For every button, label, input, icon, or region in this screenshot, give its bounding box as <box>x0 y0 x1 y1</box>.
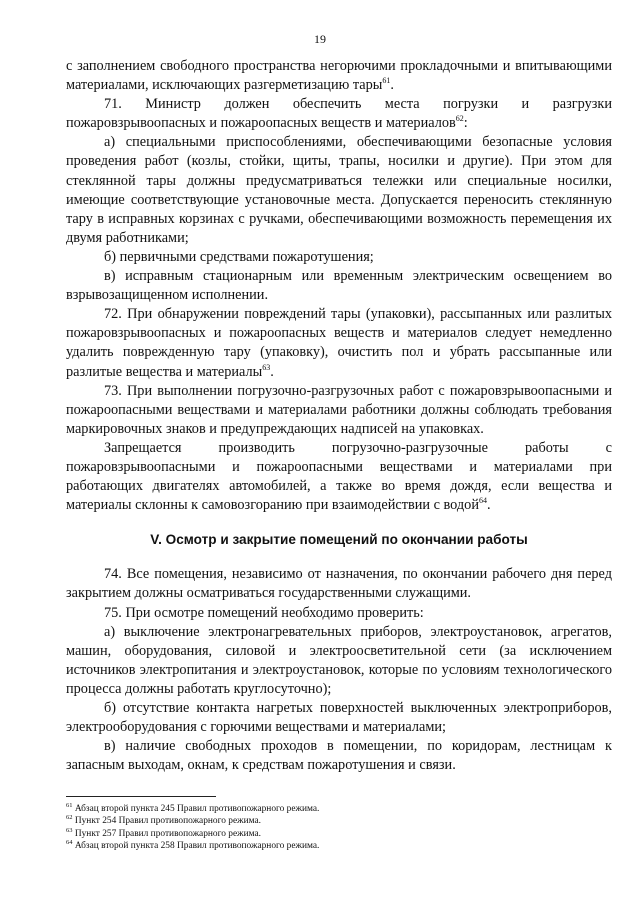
paragraph <box>66 305 612 381</box>
paragraph-text: б) отсутствие контакта нагретых поверхностей выключенных электроприборов, электрооборудования с горючими веществами и материалами; <box>66 700 612 736</box>
paragraph <box>66 565 612 603</box>
paragraph <box>66 133 612 248</box>
footnote-number: 61 <box>66 801 73 809</box>
paragraph <box>66 623 612 699</box>
footnote-ref: 62 <box>455 114 464 124</box>
paragraph <box>66 439 612 515</box>
footnotes <box>66 796 612 853</box>
paragraph-text: а) специальными приспособлениями, обеспечивающими безопасные условия проведения работ (козлы, стойки, щиты, трапы, носилки и другие). При этом для стеклянной тары должны предусматриваться тележки или специальные носилки, имеющие соответствующие установочные места. Допускается переносить стеклянную тару в исправных корзинах с ручками, обеспечивающими возможность перемещения их двумя работниками; <box>66 134 612 246</box>
paragraph-end: . <box>486 497 491 514</box>
paragraph-text: в) наличие свободных проходов в помещении, по коридорам, лестницам к запасным выходам, окнам, к средствам пожаротушения и связи. <box>66 738 612 774</box>
paragraph-text: 73. При выполнении погрузочно-разгрузочных работ с пожаровзрывоопасными и пожароопасными веществами и материалами работники должны соблюдать требования маркировочных знаков и предупреждающих надписей на упаковках. <box>66 382 612 437</box>
paragraph-end: . <box>270 363 274 380</box>
paragraph-text: 72. При обнаружении повреждений тары (упаковки), рассыпанных или разлитых пожаровзрывоопасных и пожароопасных веществ и материалов следует немедленно удалить поврежденную тару (упаковку), очистить пол и убрать рассыпанные или разлитые вещества и материалы <box>66 306 612 380</box>
paragraph <box>66 604 612 623</box>
footnote <box>66 828 612 840</box>
paragraph-end: : <box>463 115 468 132</box>
footnote-ref: 61 <box>382 76 391 86</box>
footnote-number: 63 <box>66 826 73 834</box>
paragraph <box>66 382 612 439</box>
paragraph-text: а) выключение электронагревательных приборов, электроустановок, агрегатов, машин, оборудования, силовой и электроосветительной сети (за исключением источников электропитания и электроустановок, которые по условиям технологического процесса должны работать круглосуточно); <box>66 623 612 697</box>
footnote-separator <box>66 796 216 797</box>
paragraph <box>66 737 612 775</box>
paragraph-text: б) первичными средствами пожаротушения; <box>104 248 374 265</box>
footnote-list <box>66 803 612 853</box>
footnote-text: Пункт 254 Правил противопожарного режима. <box>72 816 261 827</box>
page-number: 19 <box>314 32 326 46</box>
footnote-ref: 63 <box>262 362 271 372</box>
footnote-number: 64 <box>66 839 73 847</box>
footnote <box>66 815 612 827</box>
footnote-text: Пункт 257 Правил противопожарного режима. <box>72 828 261 839</box>
paragraph-text: в) исправным стационарным или временным электрическим освещением во взрывозащищенном исполнении. <box>66 268 612 304</box>
paragraph <box>66 57 612 95</box>
footnote-number: 62 <box>66 814 73 822</box>
footnote <box>66 840 612 852</box>
paragraph-text: 71. Министр должен обеспечить места погрузки и разгрузки пожаровзрывоопасных и пожароопасных веществ и материалов <box>66 96 612 132</box>
paragraph-text: с заполнением свободного пространства негорючими прокладочными и впитывающими материалами, исключающих разгерметизацию тары <box>66 58 612 94</box>
paragraph <box>66 95 612 133</box>
paragraph-group-lower <box>66 565 612 775</box>
footnote-ref: 64 <box>478 496 487 506</box>
paragraph-text: 74. Все помещения, независимо от назначения, по окончании рабочего дня перед закрытием должны осматриваться государственными служащими. <box>66 566 612 602</box>
section-heading: V. Осмотр и закрытие помещений по окончании работы <box>150 532 528 548</box>
paragraph-text: Запрещается производить погрузочно-разгрузочные работы с пожаровзрывоопасными и пожароопасными веществами и материалами при работающих двигателях автомобилей, а также во время дождя, если вещества и материалы склонны к самовозгоранию при взаимодействии с водой <box>66 439 612 514</box>
paragraph-text: 75. При осмотре помещений необходимо проверить: <box>104 604 424 621</box>
paragraph <box>66 267 612 305</box>
paragraph <box>66 248 612 267</box>
footnote <box>66 803 612 815</box>
paragraph-group-upper <box>66 57 612 515</box>
paragraph <box>66 699 612 737</box>
footnote-text: Абзац второй пункта 258 Правил противопожарного режима. <box>72 841 320 852</box>
paragraph-end: . <box>390 77 394 94</box>
body-text <box>66 57 612 775</box>
footnote-text: Абзац второй пункта 245 Правил противопожарного режима. <box>72 804 320 814</box>
